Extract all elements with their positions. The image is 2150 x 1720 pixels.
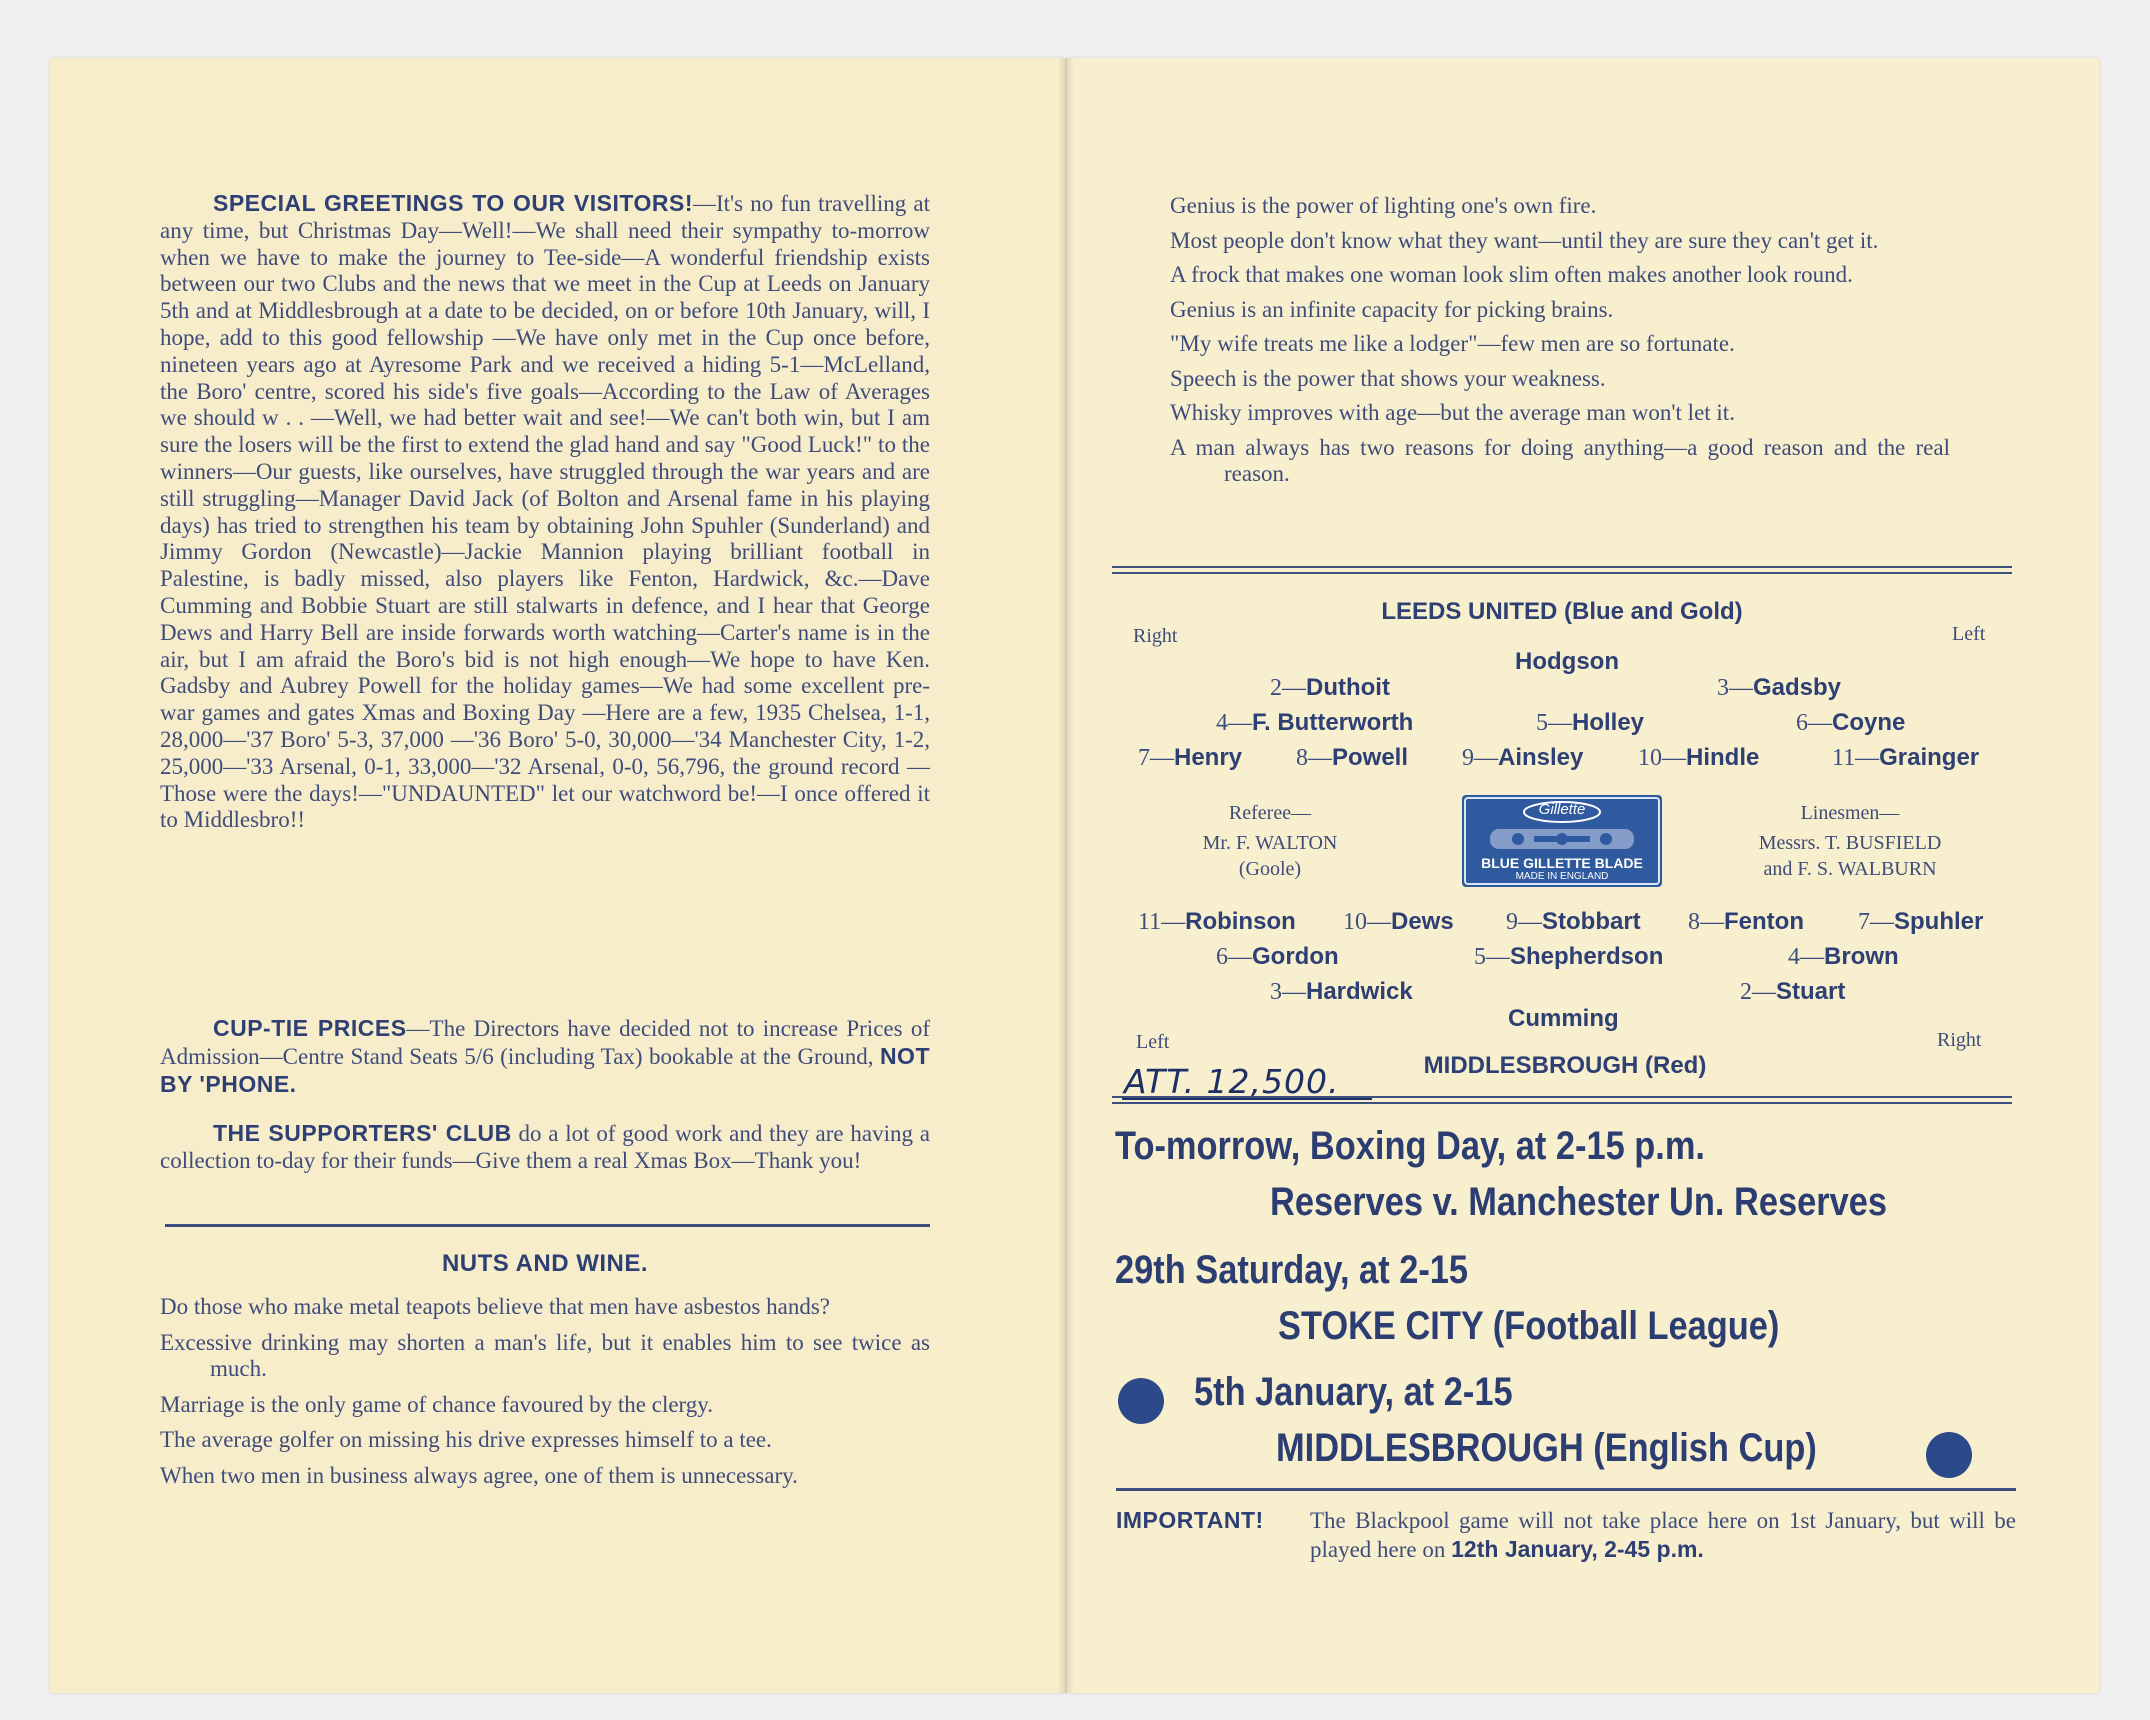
referee-name: Mr. F. WALTON bbox=[1202, 832, 1338, 854]
home-goalkeeper: Hodgson bbox=[1515, 648, 1619, 675]
fixture-line-4: STOKE CITY (Football League) bbox=[1278, 1304, 1780, 1348]
home-player-9: 9—Ainsley bbox=[1462, 744, 1584, 771]
away-player-4: 4—Brown bbox=[1788, 943, 1899, 970]
double-rule-top bbox=[1112, 566, 2012, 574]
list-item: Do those who make metal teapots believe that men have asbestos hands? bbox=[160, 1294, 830, 1319]
quote-item: Genius is an infinite capacity for picking brains. bbox=[1170, 296, 1614, 322]
away-player-6: 6—Gordon bbox=[1216, 943, 1339, 970]
linesmen-block bbox=[1735, 800, 1965, 882]
list-item: The average golfer on missing his drive expresses himself to a tee. bbox=[160, 1427, 772, 1452]
supporters-text: do a lot of good work and they are having a collection to-day for their funds—Give them a real Xmas Box—Thank you! bbox=[160, 1121, 930, 1173]
away-left-label: Left bbox=[1136, 1031, 1170, 1053]
home-player-3: 3—Gadsby bbox=[1717, 674, 1842, 701]
home-player-8: 8—Powell bbox=[1296, 744, 1409, 771]
supporters-paragraph bbox=[160, 1120, 930, 1175]
linesmen-line-1: Messrs. T. BUSFIELD bbox=[1758, 832, 1942, 854]
away-player-3: 3—Hardwick bbox=[1270, 978, 1413, 1005]
greetings-heading: SPECIAL GREETINGS TO OUR VISITORS! bbox=[213, 190, 693, 216]
linesmen-label: Linesmen— bbox=[1800, 802, 1900, 824]
list-item: Excessive drinking may shorten a man's life, but it enables him to see twice as much. bbox=[160, 1329, 930, 1381]
cup-tie-emphasis: NOT BY 'PHONE. bbox=[160, 1042, 930, 1097]
greetings-paragraph bbox=[160, 190, 930, 834]
important-text: The Blackpool game will not take place here on 1st January, but will be played here on bbox=[1310, 1508, 2016, 1562]
home-player-4: 4—F. Butterworth bbox=[1216, 709, 1414, 736]
fixture-line-2: Reserves v. Manchester Un. Reserves bbox=[1270, 1180, 1888, 1224]
quote-item: Whisky improves with age—but the average man won't let it. bbox=[1170, 400, 1735, 425]
greetings-section bbox=[160, 190, 930, 834]
away-player-10: 10—Dews bbox=[1343, 908, 1454, 935]
away-player-2: 2—Stuart bbox=[1740, 978, 1846, 1005]
bullet-dot-right bbox=[1926, 1432, 1972, 1478]
quotes-section bbox=[1170, 193, 1950, 496]
quote-item: Genius is the power of lighting one's own fire. bbox=[1170, 193, 1597, 218]
away-team-name: MIDDLESBROUGH (Red) bbox=[1423, 1052, 1707, 1079]
home-player-2: 2—Duthoit bbox=[1270, 674, 1390, 701]
ad-brand: Gillette bbox=[1538, 801, 1586, 818]
fixture-line-1: To-morrow, Boxing Day, at 2-15 p.m. bbox=[1115, 1124, 1705, 1168]
supporters-heading: THE SUPPORTERS' CLUB bbox=[213, 1120, 512, 1146]
cup-tie-text: —The Directors have decided not to increase Prices of Admission—Centre Stand Seats 5/6 (including Tax) bookable at the Ground, bbox=[160, 1016, 930, 1069]
quote-item: "My wife treats me like a lodger"—few men are so fortunate. bbox=[1170, 331, 1735, 356]
section-divider bbox=[165, 1224, 930, 1227]
cup-tie-section bbox=[160, 1015, 930, 1098]
bullet-dot-left bbox=[1118, 1378, 1164, 1424]
home-player-5: 5—Holley bbox=[1536, 709, 1645, 736]
quote-item: Most people don't know what they want—until they are sure they can't get it. bbox=[1170, 227, 1879, 253]
away-player-11: 11—Robinson bbox=[1138, 908, 1296, 935]
ad-line-1: BLUE GILLETTE BLADE bbox=[1481, 855, 1643, 871]
attendance-handwritten-note: ATT. 12,500. bbox=[1124, 1062, 1340, 1101]
ad-line-2: MADE IN ENGLAND bbox=[1515, 871, 1609, 882]
home-player-7: 7—Henry bbox=[1138, 744, 1243, 771]
nuts-title: NUTS AND WINE. bbox=[441, 1250, 649, 1277]
supporters-section bbox=[160, 1120, 930, 1175]
quote-item: Speech is the power that shows your weakness. bbox=[1170, 365, 1606, 391]
quote-item: A frock that makes one woman look slim often makes another look round. bbox=[1170, 262, 1853, 287]
list-item: Marriage is the only game of chance favoured by the clergy. bbox=[160, 1391, 714, 1417]
away-player-9: 9—Stobbart bbox=[1506, 908, 1641, 935]
cup-tie-heading: CUP-TIE PRICES bbox=[213, 1015, 407, 1041]
gillette-ad bbox=[1462, 795, 1662, 887]
important-emphasis: 12th January, 2-45 p.m. bbox=[1451, 1536, 1704, 1562]
away-goalkeeper: Cumming bbox=[1508, 1005, 1619, 1032]
important-paragraph bbox=[1310, 1507, 2016, 1564]
quote-item: A man always has two reasons for doing anything—a good reason and the real reason. bbox=[1170, 434, 1950, 486]
greetings-text: —It's no fun travelling at any time, but Christmas Day—Well!—We shall need their sympathy to-morrow when we have to make the journey to Tee-side—A wonderful friendship exists between our two Clubs and the news that we meet in the Cup at Leeds on January 5th and at Middlesbrough at a date to be decided, on or before 10th January, will, I hope, add to this good fellowship —We have only met in the Cup once before, nineteen years ago at Ayresome Park and we received a hiding 5-1—McLelland, the Boro' centre, scored his side's five goals—According to the Law of Averages we should w . . —Well, we had better wait and see!—We can't both win, but I am sure the losers will be the first to extend the glad hand and say "Good Luck!" to the winners—Our guests, like ourselves, have struggled through the war years and are still struggling—Manager David Jack (of Bolton and Arsenal fame in his playing days) has tried to strengthen his team by obtaining John Spuhler (Sunderland) and Jimmy Gordon (Newcastle)—Jackie Mannion playing brilliant football in Palestine, is badly missed, also players like Fenton, Hardwick, &c.—Dave Cumming and Bobbie Stuart are still stalwarts in defence, and I hear that George Dews and Harry Bell are inside forwards worth watching—Carter's name is in the air, but I am afraid the Boro's bid is not high enough—We hope to have Ken. Gadsby and Aubrey Powell for the holiday games—We had some excellent pre-war games and gates Xmas and Boxing Day —Here are a few, 1935 Chelsea, 1-1, 28,000—'37 Boro' 5-3, 37,000 —'36 Boro' 5-0, 30,000—'34 Manchester City, 1-2, 25,000—'33 Arsenal, 0-1, 33,000—'32 Arsenal, 0-0, 56,796, the ground record —Those were the days!—"UNDAUNTED" let our watchword be!—I once offered it to Middlesbro!! bbox=[160, 191, 930, 833]
list-item: When two men in business always agree, one of them is unnecessary. bbox=[160, 1462, 798, 1488]
away-right-label: Right bbox=[1937, 1029, 1982, 1051]
away-player-7: 7—Spuhler bbox=[1858, 908, 1984, 935]
important-label: IMPORTANT! bbox=[1116, 1507, 1264, 1533]
cup-tie-paragraph bbox=[160, 1015, 930, 1098]
referee-label: Referee— bbox=[1228, 802, 1312, 824]
home-team-name: LEEDS UNITED (Blue and Gold) bbox=[1381, 598, 1743, 625]
referee-town: (Goole) bbox=[1238, 858, 1302, 880]
away-player-5: 5—Shepherdson bbox=[1474, 943, 1664, 970]
fixture-line-6: MIDDLESBROUGH (English Cup) bbox=[1276, 1426, 1817, 1470]
referee-block bbox=[1170, 800, 1370, 882]
nuts-list bbox=[160, 1294, 930, 1489]
home-player-6: 6—Coyne bbox=[1796, 709, 1906, 736]
home-left-label: Left bbox=[1952, 623, 1986, 645]
spine-fold bbox=[1058, 58, 1074, 1693]
away-player-8: 8—Fenton bbox=[1688, 908, 1804, 935]
linesmen-line-2: and F. S. WALBURN bbox=[1763, 858, 1937, 880]
home-player-11: 11—Grainger bbox=[1832, 744, 1980, 771]
home-player-10: 10—Hindle bbox=[1638, 744, 1760, 771]
fixtures-bottom-rule bbox=[1116, 1488, 2016, 1491]
fixture-line-3: 29th Saturday, at 2-15 bbox=[1115, 1248, 1469, 1292]
nuts-and-wine-section bbox=[160, 1250, 930, 1498]
double-rule-bottom bbox=[1112, 1096, 2012, 1104]
fixture-line-5: 5th January, at 2-15 bbox=[1194, 1370, 1513, 1414]
home-right-label: Right bbox=[1133, 625, 1178, 647]
